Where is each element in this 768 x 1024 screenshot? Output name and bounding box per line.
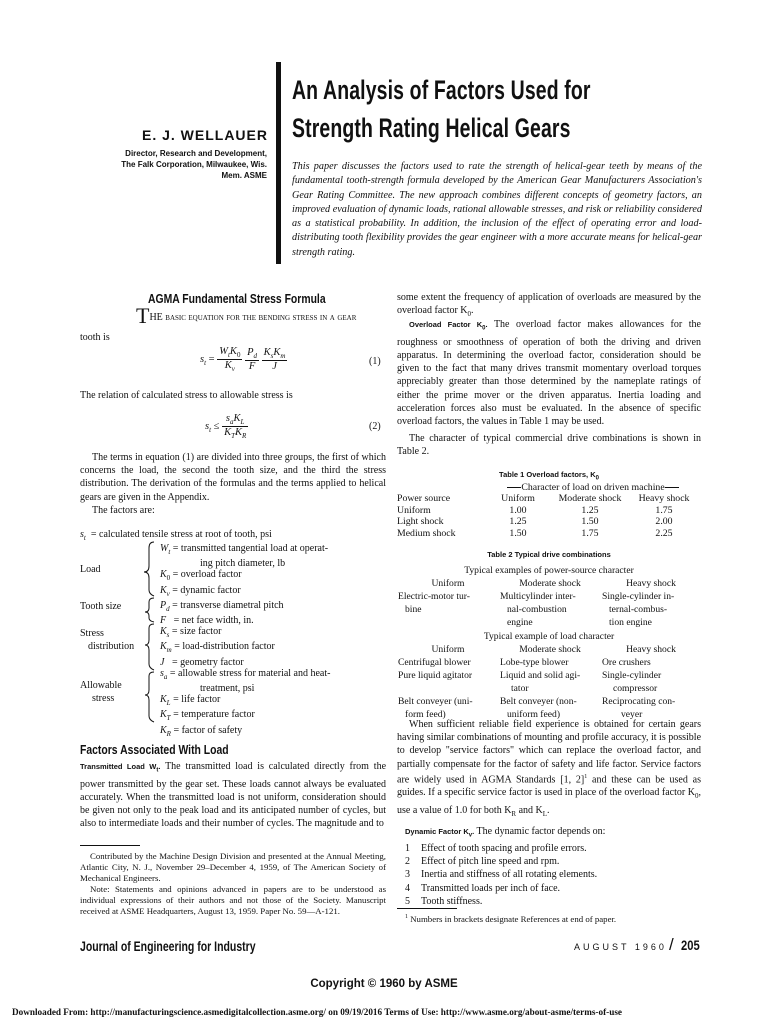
eq1-den-k: K (224, 360, 232, 372)
table-row (397, 516, 697, 528)
list-item: 5 Tooth stiffness. (405, 895, 483, 907)
footnote-references: $^1$ Numbers in brackets designate References at end of paper. (405, 913, 617, 924)
definition-item: $P_d$ = transverse diametral pitch (160, 599, 284, 613)
equation-1: $s_t$ = $\frac{W_tK_0}{K_v}$ $\frac{P_d}{F}$ $\frac{K_sK_m}{J}$ (200, 346, 286, 374)
affiliation-line: The Falk Corporation, Milwaukee, Wis. (121, 160, 267, 169)
table-1-caption: Table 1 Overload factors, $K_0$ (499, 470, 599, 482)
table-header-cell: Power source (397, 493, 451, 504)
table-row (397, 695, 701, 708)
table-cell: Uniform (397, 504, 431, 516)
definition-item: J = geometry factor (160, 656, 244, 668)
table-cell: Reciprocating con- (602, 696, 676, 707)
table-cell: Centrifugal blower (398, 657, 471, 668)
section-heading-text: Factors Associated With Load (80, 742, 229, 757)
table-cell: Ore crushers (602, 657, 651, 668)
footnote-contributed: Contributed by the Machine Design Division and presented at the Annual Meeting, Atlantic City, N. J., November 29–December 4, 1959, of The American Society of Mechanical Engineers. (80, 851, 386, 883)
table-cell: ternal-combus- (609, 604, 668, 615)
table-header-row (397, 643, 701, 656)
eq1-f2-sub: d (253, 352, 257, 361)
eq1-lhs-sub: t (204, 359, 207, 368)
section-heading-text: AGMA Fundamental Stress Formula (148, 291, 326, 306)
table-cell (397, 682, 499, 695)
eq1-num-w: W (219, 346, 228, 357)
runin-heading-transmitted-load: Transmitted Load $W_t$. (80, 762, 161, 774)
intro-paragraph (80, 303, 386, 328)
equation-2-number: (2) (369, 421, 381, 432)
equation-2: $s_t$ ≤ $\frac{s_aK_L}{K_TK_R}$ (205, 413, 247, 441)
table-cell: form feed) (405, 709, 446, 720)
footnote-rule (80, 845, 140, 846)
table-cell: Belt conveyer (uni- (398, 696, 473, 707)
table-header-cell: Heavy shock (626, 578, 676, 589)
table-row (397, 682, 701, 695)
definition-item: treatment, psi (200, 683, 255, 695)
section-heading-load (80, 742, 266, 757)
eq2-den-k: K (224, 427, 232, 439)
paper-title-line-1: An Analysis of Factors Used for (292, 75, 591, 105)
list-item: 4 Transmitted loads per inch of face. (405, 882, 561, 894)
section-heading-agma (148, 291, 370, 306)
eq1-f3-num-k: K (263, 347, 271, 359)
eq1-num-k-sub: 0 (236, 351, 241, 360)
table-cell: Single-cylinder (602, 670, 662, 681)
definition-item: $W_t$ = transmitted tangential load at operat- (160, 543, 329, 556)
list-item: 2 Effect of pitch line speed and rpm. (405, 856, 560, 868)
eq1-fraction-1: $\frac{W_tK_0}{K_v}$ (219, 346, 241, 374)
table-cell: Belt conveyer (non- (500, 696, 577, 707)
table-row (397, 505, 697, 517)
table-cell: compressor (613, 683, 658, 694)
journal-name: Journal of Engineering for Industry (80, 938, 256, 954)
eq1-den-sub: v (231, 365, 235, 374)
table-1-super-header: Character of load on driven machine (488, 482, 698, 493)
table-2-load-character (397, 643, 701, 721)
factors-are: The factors are: (92, 505, 155, 516)
eq1-lhs: s (200, 354, 205, 365)
table-cell: 1.75 (581, 527, 599, 539)
table-row (397, 669, 701, 682)
eq1-f2-num: P (247, 347, 254, 359)
abstract: This paper discusses the factors used to rate the strength of helical-gear teeth by means of the fundamental tooth-strength formula developed by the American Gear Manufacturers Association's Gear Rating Committee. The new approach combines different concepts of geometry factors, an improved evaluation of dynamic loads, rational allowable stresses, and risk or reliability considered as a statistical probability. In addition, the inclusion of the effect of operating error and load-distributing tooth flexibility provides the gear engineer with a more accurate means for helical-gear strength rating. (292, 161, 702, 258)
eq1-f3-den: J (272, 361, 277, 373)
affiliation-line: Director, Research and Development, (125, 149, 267, 158)
runin-heading-dynamic: Dynamic Factor $K_v$. (405, 827, 475, 839)
list-item: 3 Inertia and stiffness of all rotating elements. (405, 869, 598, 881)
table-cell: nal-combustion (507, 604, 567, 615)
table-cell: bine (405, 604, 422, 615)
group-label-distribution: distribution (88, 641, 135, 652)
st-definition: $s_t$ = calculated tensile stress at root of tooth, psi (80, 529, 272, 542)
table-header-cell: Uniform (431, 578, 465, 589)
overload-factor-paragraph (397, 318, 701, 428)
table-cell: 2.25 (655, 527, 673, 539)
table-header-row (397, 577, 701, 590)
copyright-notice: Copyright © 1960 by ASME (310, 978, 458, 990)
table-row (397, 616, 701, 629)
drop-cap: T (136, 303, 150, 328)
table-header-cell: Heavy shock (626, 644, 676, 655)
footnote-note: Note: Statements and opinions advanced in papers are to be understood as individual expressions of their authors and not those of the Society. Manuscript received at ASME Headquarters, August 13, 1959. Paper No. 59—A-121. (80, 884, 386, 916)
group-label-tooth-size: Tooth size (80, 601, 122, 612)
table-header-cell: Uniform (501, 493, 535, 504)
table-cell: 1.25 (509, 516, 527, 527)
footer-slash: / (669, 935, 674, 954)
table-cell: 1.75 (655, 504, 673, 516)
page-number: 205 (681, 937, 700, 953)
dynamic-factor-text: The dynamic factor depends on: (476, 826, 606, 837)
title-vertical-rule (276, 62, 281, 264)
factor-definition-list (160, 543, 388, 740)
table-cell: Medium shock (397, 527, 456, 539)
paper-title-line-2: Strength Rating Helical Gears (292, 113, 571, 143)
eq2-num-s: s (225, 413, 230, 424)
table-2-ps-header: Typical examples of power-source character (464, 565, 634, 576)
table-cell (397, 616, 499, 629)
table-cell: veyer (621, 709, 643, 720)
definition-item: $K_L$ = life factor (160, 694, 221, 708)
table-1-overload-factors (397, 493, 697, 539)
table-header-cell: Uniform (431, 644, 465, 655)
intro-line-2: tooth is (80, 332, 110, 343)
eq1-fraction-3: $\frac{K_sK_m}{J}$ (263, 347, 286, 373)
table-cell: tion engine (609, 617, 652, 628)
terms-paragraph: The terms in equation (1) are divided into three groups, the first of which concerns the load, the second the tooth size, and the third the stress distribution. The derivation of the formulas and the terms applied to helical gears are given in the Appendix. (80, 452, 386, 503)
definition-item: $K_0$ = overload factor (160, 569, 242, 583)
table-2-lc-header: Typical example of load character (483, 631, 615, 642)
list-item: 1 Effect of tooth spacing and profile errors. (405, 843, 587, 854)
table-2-power-source (397, 577, 701, 629)
eq1-num-k: K (229, 346, 237, 357)
dynamic-factor-list (405, 842, 701, 908)
table-cell: 1.50 (509, 527, 527, 539)
table-header-row (397, 493, 697, 505)
table-cell: Pure liquid agitator (398, 670, 473, 681)
eq1-fraction-2 (245, 347, 259, 372)
table-row (397, 603, 701, 616)
table-header-cell: Moderate shock (519, 644, 581, 655)
runin-heading-overload: Overload Factor $K_0$. (409, 320, 488, 332)
affiliation-line: Mem. ASME (221, 171, 267, 180)
group-label-stress: Stress (80, 628, 104, 639)
table-row (397, 528, 697, 540)
eq2-le-sign: ≤ (213, 421, 220, 432)
definition-item: $K_m$ = load-distribution factor (160, 641, 275, 655)
table-cell: tator (511, 683, 529, 694)
definition-item: F = net face width, in. (160, 615, 254, 627)
transmitted-load-text: The transmitted load is calculated directly from the power transmitted by the gear set. These loads cannot always be evaluated accurately. When the transmitted load is not uniform, consideration should be given not only to the peak load and its anticipated number of cycles, but also to intermediate loads and their number of cycles. The magnitude and to (80, 761, 387, 830)
table-row (397, 656, 701, 669)
equation-1-number: (1) (369, 356, 381, 367)
table-header-cell: Heavy shock (638, 493, 690, 504)
table-cell: Single-cylinder in- (602, 591, 675, 602)
definition-item: $K_T$ = temperature factor (160, 709, 255, 723)
table-cell: Light shock (397, 516, 444, 527)
eq2-lhs: s (205, 421, 210, 432)
table-cell: engine (507, 617, 533, 628)
definition-item: $K_R$ = factor of safety (160, 724, 243, 738)
table-header-cell: Moderate shock (558, 493, 622, 504)
definition-item: $K_v$ = dynamic factor (160, 584, 241, 598)
overload-factor-text: The overload factor makes allowances for the roughness or smoothness of operation of both the driving and driven apparatus. In determining the overload factor, consideration should be given to the fact that many drives transmit momentary overload torques appreciably greater than those determined by the nameplate ratings of either the prime mover or the driven apparatus. Inertia loading and acceleration forces also must be evaluated. In the absence of specific overload factors, the values in Table 1 may be used. (397, 319, 701, 427)
table-cell: 1.00 (509, 504, 527, 516)
relation-text: The relation of calculated stress to allowable stress is (80, 390, 293, 401)
continuation-paragraph: some extent the frequency of application of overloads are measured by the overload factor $K_0$. (397, 292, 701, 319)
intro-text: HE basic equation for the bending stress in a gear (149, 312, 357, 323)
dynamic-factor-line (397, 825, 701, 843)
author-name: E. J. WELLAUER (141, 127, 268, 143)
table-cell: 1.25 (581, 504, 599, 516)
eq2-fraction: $\frac{s_aK_L}{K_TK_R}$ (224, 413, 247, 441)
group-label-allowable: Allowable (80, 680, 122, 691)
table-cell: Liquid and solid agi- (500, 670, 581, 681)
definition-item: $s_a$ = allowable stress for material and heat- (160, 667, 331, 681)
footnote-rule-right (397, 908, 457, 909)
transmitted-load-paragraph (80, 760, 386, 831)
eq1-f2-den: F (248, 361, 256, 373)
group-label-stress-2: stress (92, 693, 115, 704)
table-cell: 1.50 (581, 516, 599, 527)
author-affiliation (67, 148, 267, 181)
table-cell: Multicylinder inter- (500, 591, 576, 602)
download-notice: Downloaded From: http://manufacturingscience.asmedigitalcollection.asme.org/ on 09/19/2016 Terms of Use: http://www.asme.org/about-asme/terms-of-use (12, 1007, 622, 1017)
table-cell: Electric-motor tur- (398, 591, 470, 602)
table-row (397, 590, 701, 603)
service-factor-paragraph: When sufficient reliable field experience is obtained for certain gears having similar combinations of mounting and profile accuracy, it is possible to develop "service factors" which can replace the overload factor, and partially compensate for the factor of safety and life factor. Service factors are widely used in AGMA Standards [1, 2]$^1$ and these can be used as guides. If a specific service factor is used in place of the overload factor $K_0$, use a value of 1.0 for both $K_R$ and $K_L$. (397, 719, 702, 818)
group-label-load: Load (80, 564, 101, 575)
table-header-cell: Moderate shock (519, 578, 581, 589)
issue-date: AUGUST 1960 (574, 942, 667, 952)
definition-item: $K_s$ = size factor (160, 626, 222, 640)
character-paragraph: The character of typical commercial drive combinations is shown in Table 2. (397, 433, 701, 458)
table-cell: 2.00 (655, 516, 673, 527)
st-definition-text: = calculated tensile stress at root of tooth, psi (90, 529, 272, 540)
table-2-caption: Table 2 Typical drive combinations (487, 550, 611, 559)
table-cell: Lobe-type blower (500, 657, 569, 668)
table-cell: uniform feed) (507, 709, 561, 720)
definition-item: ing pitch diameter, lb (200, 558, 286, 570)
definition-braces (140, 540, 160, 725)
